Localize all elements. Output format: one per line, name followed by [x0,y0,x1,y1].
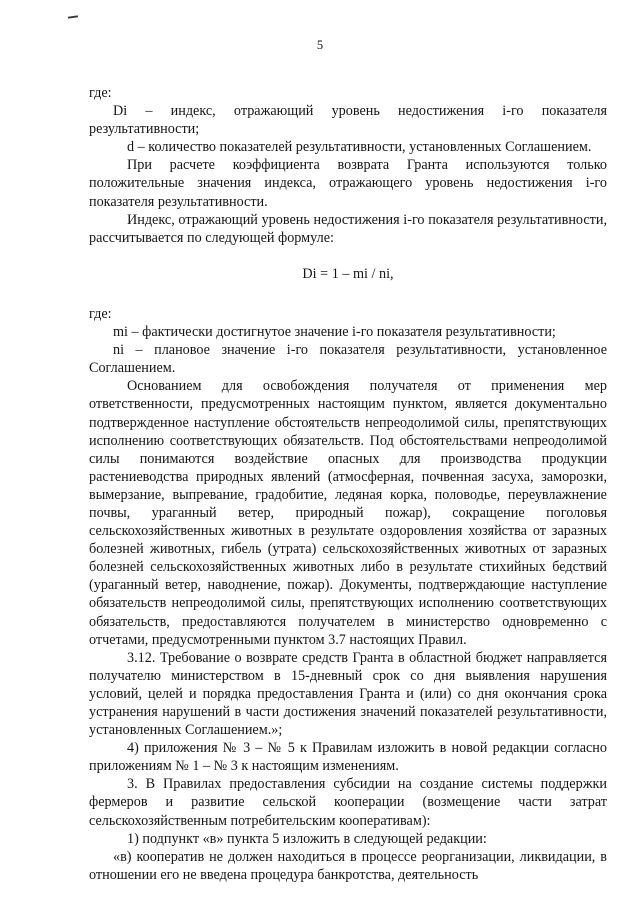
paragraph-ni-definition: ni – плановое значение i-го показателя результативности, установленное Соглашением. [89,342,607,377]
paragraph-index-intro: Индекс, отражающий уровень недостижения i-го показателя результативности, рассчитывается по следующей формуле: [89,211,607,246]
scan-mark [68,15,78,18]
paragraph-positive-values: При расчете коэффициента возврата Гранта используются только положительные значения индекса, отражающего уровень недостижения i-го показателя результативности. [89,157,607,210]
paragraph-rules-3: 3. В Правилах предоставления субсидии на создание системы поддержки фермеров и развитие сельской кооперации (возмещение части затрат сельскохозяйственным потребительским кооперативам): [89,776,607,829]
paragraph-subpoint-1: 1) подпункт «в» пункта 5 изложить в следующей редакции: [127,830,487,847]
paragraph-cooperative: «в) кооператив не должен находиться в процессе реорганизации, ликвидации, в отношении его не введена процедура банкротства, деятельность [89,848,607,883]
paragraph-3-12: 3.12. Требование о возврате средств Гранта в областной бюджет направляется получателю министерством в 15-дневный срок со дня выявления нарушения условий, целей и порядка предоставления Гранта и (или) со дня окончания срока устранения нарушений в части достижения значений показателей результативности, установленных Соглашением.»; [89,649,607,739]
page-number: 5 [316,38,324,52]
paragraph-appendices: 4) приложения № 3 – № 5 к Правилам изложить в новой редакции согласно приложениям № 1 – № 3 к настоящим изменениям. [89,740,607,775]
paragraph-force-majeure: Основанием для освобождения получателя от применения мер ответственности, предусмотренных настоящим пунктом, является документально подтвержденное наступление обстоятельств непреодолимой силы, препятствующих исполнению соответствующих обязательств. Под обстоятельствами непреодолимой силы понимаются воздействие опасных для производства продукции растениеводства природных явлений (атмосферная, почвенная засуха, заморозки, вымерзание, выпревание, градобитие, ледяная корка, половодье, переувлажнение почвы, ураганный ветер, природный пожар), сокращение поголовья сельскохозяйственных животных в результате оздоровления хозяйства от заразных болезней животных, гибель (утрата) сельскохозяйственных животных от заразных болезней сельскохозяйственных животных либо в результате стихийных бедствий (ураганный ветер, наводнение, пожар). Документы, подтверждающие наступление обязательств непреодолимой силы, препятствующих исполнению соответствующих обязательств, предоставляются получателем в министерство одновременно с отчетами, предусмотренными пунктом 3.7 настоящих Правил. [89,378,607,648]
document-body [89,84,607,884]
paragraph-mi-definition: mi – фактически достигнутое значение i-го показателя результативности; [113,324,556,341]
paragraph-where-1: где: [89,85,112,101]
paragraph-di-definition: Di – индекс, отражающий уровень недостижения i-го показателя результативности; [89,103,607,138]
paragraph-d-definition: d – количество показателей результативности, установленных Соглашением. [127,139,592,156]
paragraph-where-2: где: [89,305,112,322]
formula: Di = 1 – mi / ni, [302,265,394,282]
